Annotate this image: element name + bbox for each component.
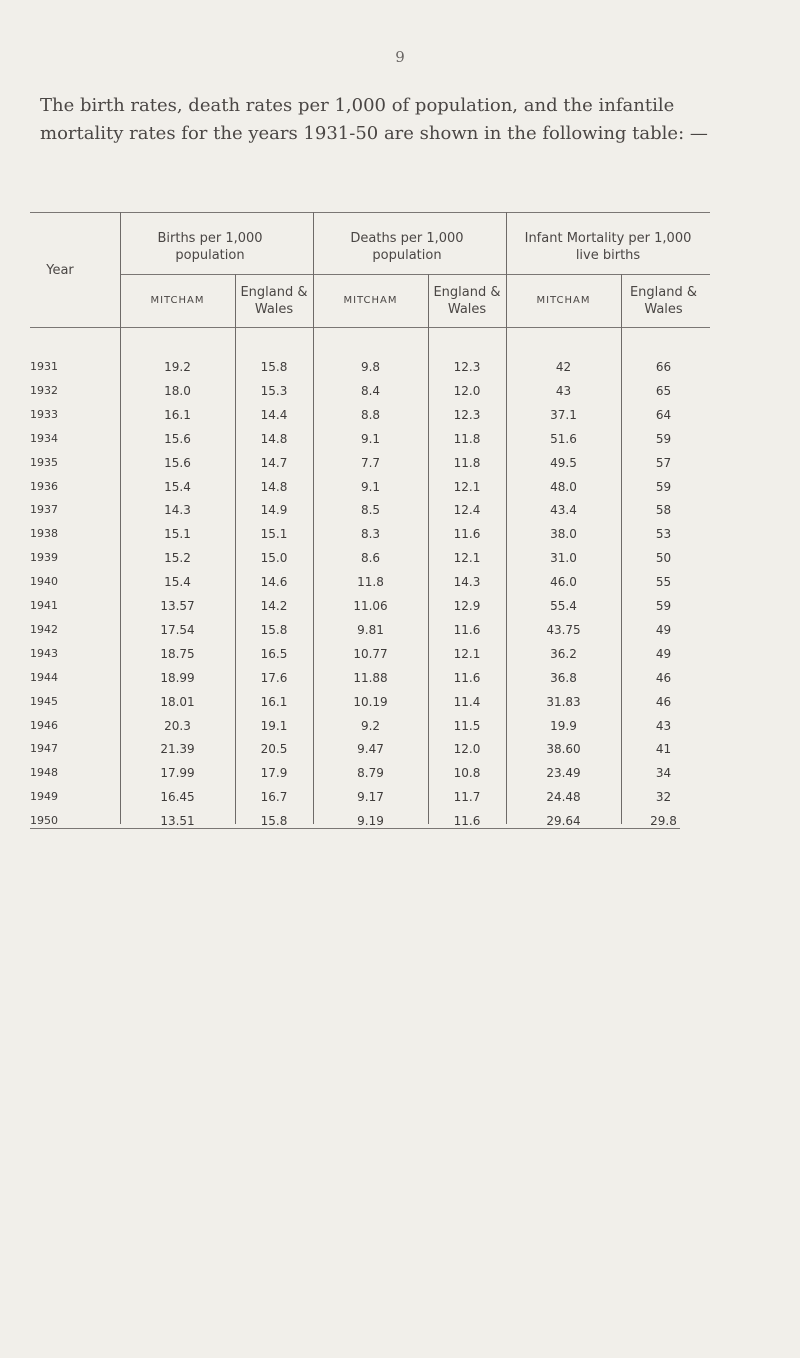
- cell-year: 1935: [30, 455, 58, 469]
- cell-infant-mitcham: 46.0: [550, 575, 577, 590]
- cell-infant-ew: 50: [655, 551, 672, 566]
- cell-births-mitcham: 13.57: [160, 599, 195, 613]
- cell-deaths-ew: 12.3: [453, 360, 481, 374]
- cell-infant-ew: 29.8: [650, 814, 677, 829]
- header-births-mitcham: MITCHAM: [150, 295, 205, 306]
- cell-deaths-mitcham: 9.1: [360, 479, 381, 494]
- header-births: Births per 1,000 population: [157, 231, 263, 263]
- cell-year: 1947: [30, 742, 58, 756]
- cell-deaths-ew: 10.8: [453, 766, 481, 781]
- cell-deaths-mitcham: 11.88: [353, 670, 388, 685]
- cell-year: 1937: [30, 503, 58, 517]
- cell-year: 1938: [30, 527, 58, 541]
- cell-year: 1948: [30, 766, 58, 780]
- cell-births-mitcham: 15.1: [164, 527, 191, 542]
- cell-deaths-ew: 11.6: [453, 670, 481, 685]
- cell-infant-mitcham: 38.0: [550, 527, 577, 542]
- cell-infant-mitcham: 51.6: [550, 431, 577, 446]
- cell-births-ew: 14.4: [260, 407, 288, 422]
- cell-births-mitcham: 18.75: [160, 646, 195, 661]
- cell-year: 1936: [30, 479, 58, 493]
- table-bottom-rule: [30, 828, 680, 829]
- cell-births-ew: 14.2: [260, 599, 288, 613]
- cell-births-mitcham: 17.54: [160, 622, 195, 637]
- cell-year: 1943: [30, 646, 58, 660]
- cell-infant-mitcham: 36.2: [550, 646, 577, 661]
- cell-infant-ew: 49: [655, 646, 672, 661]
- cell-infant-ew: 58: [655, 503, 672, 518]
- cell-deaths-mitcham: 9.8: [360, 360, 381, 374]
- cell-infant-ew: 53: [655, 527, 672, 542]
- header-bottom-rule: [30, 327, 710, 328]
- cell-births-mitcham: 16.45: [160, 790, 195, 805]
- cell-infant-mitcham: 49.5: [550, 455, 577, 470]
- cell-year: 1939: [30, 551, 58, 565]
- cell-infant-ew: 59: [655, 479, 672, 494]
- cell-deaths-mitcham: 9.2: [360, 718, 381, 733]
- cell-infant-mitcham: 43.75: [546, 622, 581, 637]
- cell-births-mitcham: 14.3: [164, 503, 191, 518]
- header-infant-mitcham: MITCHAM: [536, 295, 591, 306]
- cell-births-mitcham: 15.6: [164, 455, 191, 470]
- cell-deaths-mitcham: 11.8: [357, 575, 384, 590]
- cell-deaths-mitcham: 8.4: [360, 383, 381, 398]
- cell-deaths-ew: 11.6: [453, 622, 481, 637]
- cell-deaths-ew: 11.7: [453, 790, 481, 805]
- cell-infant-mitcham: 31.0: [550, 551, 577, 566]
- cell-deaths-mitcham: 9.19: [357, 814, 384, 829]
- cell-infant-ew: 59: [655, 599, 672, 613]
- cell-infant-ew: 65: [655, 383, 672, 398]
- cell-births-ew: 15.8: [260, 360, 288, 374]
- cell-births-ew: 14.8: [260, 431, 288, 446]
- cell-infant-mitcham: 19.9: [550, 718, 577, 733]
- cell-infant-mitcham: 55.4: [550, 599, 577, 613]
- cell-births-ew: 20.5: [260, 742, 288, 757]
- cell-births-ew: 14.8: [260, 479, 288, 494]
- cell-year: 1949: [30, 790, 58, 804]
- header-deaths-mitcham: MITCHAM: [343, 295, 398, 306]
- cell-births-ew: 14.7: [260, 455, 288, 470]
- cell-infant-mitcham: 37.1: [550, 407, 577, 422]
- cell-births-mitcham: 16.1: [164, 407, 191, 422]
- cell-births-mitcham: 15.4: [164, 479, 191, 494]
- cell-births-ew: 15.8: [260, 814, 288, 829]
- cell-infant-mitcham: 36.8: [550, 670, 577, 685]
- cell-births-mitcham: 18.01: [160, 694, 195, 709]
- cell-infant-ew: 32: [655, 790, 672, 805]
- cell-infant-ew: 43: [655, 718, 672, 733]
- cell-births-mitcham: 15.6: [164, 431, 191, 446]
- cell-infant-mitcham: 24.48: [546, 790, 581, 805]
- cell-deaths-mitcham: 9.1: [360, 431, 381, 446]
- header-infant-england-wales: England & Wales: [629, 285, 698, 317]
- cell-deaths-ew: 12.1: [453, 479, 481, 494]
- cell-year: 1950: [30, 814, 58, 828]
- cell-infant-ew: 46: [655, 694, 672, 709]
- cell-deaths-mitcham: 7.7: [360, 455, 381, 470]
- cell-deaths-ew: 11.6: [453, 527, 481, 542]
- cell-births-mitcham: 15.2: [164, 551, 191, 566]
- cell-births-ew: 16.7: [260, 790, 288, 805]
- cell-infant-mitcham: 23.49: [546, 766, 581, 781]
- header-deaths: Deaths per 1,000 population: [350, 231, 464, 263]
- cell-deaths-mitcham: 10.19: [353, 694, 388, 709]
- cell-infant-mitcham: 31.83: [546, 694, 581, 709]
- cell-deaths-ew: 11.4: [453, 694, 481, 709]
- header-deaths-england-wales: England & Wales: [433, 285, 501, 317]
- cell-deaths-mitcham: 8.8: [360, 407, 381, 422]
- header-births-england-wales: England & Wales: [240, 285, 308, 317]
- cell-deaths-ew: 12.4: [453, 503, 481, 518]
- cell-infant-ew: 34: [655, 766, 672, 781]
- cell-deaths-mitcham: 9.81: [357, 622, 384, 637]
- cell-births-ew: 15.1: [260, 527, 288, 542]
- cell-deaths-mitcham: 11.06: [353, 599, 388, 613]
- cell-year: 1932: [30, 383, 58, 397]
- cell-deaths-mitcham: 9.17: [357, 790, 384, 805]
- cell-infant-mitcham: 43.4: [550, 503, 577, 518]
- cell-deaths-mitcham: 9.47: [357, 742, 384, 757]
- cell-births-mitcham: 18.0: [164, 383, 191, 398]
- rates-table: [30, 212, 720, 832]
- cell-births-mitcham: 21.39: [160, 742, 195, 757]
- cell-infant-ew: 41: [655, 742, 672, 757]
- cell-infant-mitcham: 42: [555, 360, 572, 374]
- cell-births-ew: 15.0: [260, 551, 288, 566]
- cell-deaths-ew: 12.9: [453, 599, 481, 613]
- cell-deaths-ew: 12.3: [453, 407, 481, 422]
- cell-infant-mitcham: 43: [555, 383, 572, 398]
- cell-deaths-mitcham: 8.6: [360, 551, 381, 566]
- cell-deaths-ew: 11.8: [453, 455, 481, 470]
- cell-infant-ew: 66: [655, 360, 672, 374]
- cell-infant-ew: 49: [655, 622, 672, 637]
- cell-infant-ew: 57: [655, 455, 672, 470]
- cell-births-ew: 15.3: [260, 383, 288, 398]
- cell-infant-ew: 55: [655, 575, 672, 590]
- cell-births-ew: 16.1: [260, 694, 288, 709]
- cell-births-mitcham: 18.99: [160, 670, 195, 685]
- cell-births-mitcham: 15.4: [164, 575, 191, 590]
- cell-deaths-mitcham: 8.5: [360, 503, 381, 518]
- cell-deaths-ew: 11.5: [453, 718, 481, 733]
- cell-year: 1945: [30, 694, 58, 708]
- cell-infant-mitcham: 38.60: [546, 742, 581, 757]
- cell-year: 1946: [30, 718, 58, 732]
- cell-births-mitcham: 17.99: [160, 766, 195, 781]
- cell-infant-mitcham: 48.0: [550, 479, 577, 494]
- cell-births-ew: 17.9: [260, 766, 288, 781]
- cell-births-ew: 17.6: [260, 670, 288, 685]
- header-year: Year: [46, 263, 74, 278]
- cell-infant-ew: 46: [655, 670, 672, 685]
- cell-births-mitcham: 19.2: [164, 360, 191, 374]
- cell-deaths-ew: 14.3: [453, 575, 481, 590]
- cell-births-ew: 14.6: [260, 575, 288, 590]
- cell-births-ew: 15.8: [260, 622, 288, 637]
- header-infant-mortality: Infant Mortality per 1,000 live births: [524, 231, 692, 263]
- cell-year: 1942: [30, 622, 58, 636]
- table-top-rule: [30, 212, 710, 213]
- cell-deaths-mitcham: 8.3: [360, 527, 381, 542]
- cell-births-ew: 19.1: [260, 718, 288, 733]
- cell-births-ew: 14.9: [260, 503, 288, 518]
- intro-paragraph: The birth rates, death rates per 1,000 of population, and the infantile mortality rates for the years 1931-50 are shown in the following table: —: [40, 95, 708, 144]
- cell-deaths-ew: 12.1: [453, 551, 481, 566]
- cell-infant-mitcham: 29.64: [546, 814, 581, 829]
- cell-births-mitcham: 13.51: [160, 814, 195, 829]
- cell-deaths-ew: 12.0: [453, 742, 481, 757]
- page-number: 9: [395, 48, 405, 66]
- cell-infant-ew: 59: [655, 431, 672, 446]
- cell-deaths-mitcham: 8.79: [357, 766, 384, 781]
- cell-deaths-ew: 11.8: [453, 431, 481, 446]
- cell-births-ew: 16.5: [260, 646, 288, 661]
- cell-year: 1933: [30, 407, 58, 421]
- cell-deaths-mitcham: 10.77: [353, 646, 388, 661]
- cell-year: 1934: [30, 431, 58, 445]
- cell-year: 1944: [30, 670, 58, 684]
- cell-deaths-ew: 11.6: [453, 814, 481, 829]
- cell-births-mitcham: 20.3: [164, 718, 191, 733]
- cell-infant-ew: 64: [655, 407, 672, 422]
- cell-deaths-ew: 12.0: [453, 383, 481, 398]
- cell-deaths-ew: 12.1: [453, 646, 481, 661]
- cell-year: 1931: [30, 360, 58, 373]
- cell-year: 1940: [30, 575, 58, 589]
- cell-year: 1941: [30, 599, 58, 612]
